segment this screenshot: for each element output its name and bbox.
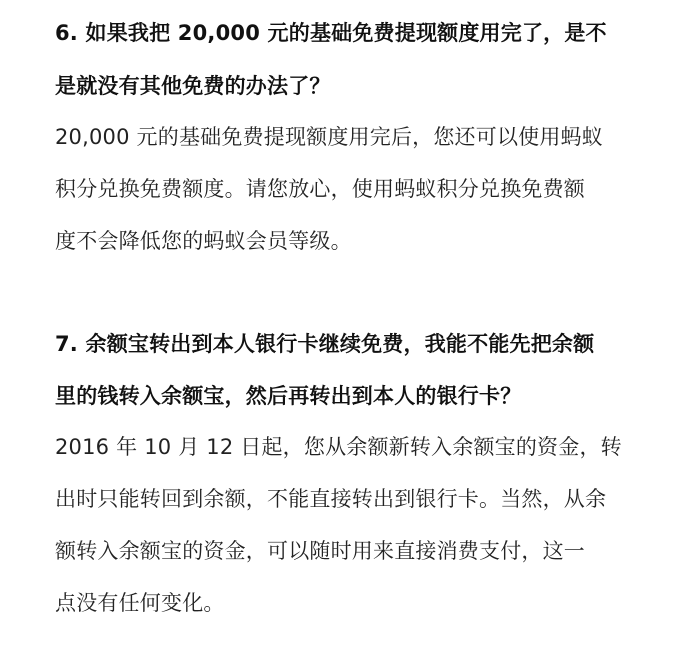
question-line: 6. 如果我把 20,000 元的基础免费提现额度用完了，是不 <box>55 21 607 45</box>
question-line: 里的钱转入余额宝，然后再转出到本人的银行卡？ <box>55 384 522 408</box>
answer-line: 20,000 元的基础免费提现额度用完后，您还可以使用蚂蚁 <box>55 125 603 149</box>
answer-line: 额转入余额宝的资金，可以随时用来直接消费支付，这一 <box>55 539 585 563</box>
answer-line: 出时只能转回到余额，不能直接转出到银行卡。当然，从余 <box>55 487 607 511</box>
answer-line: 积分兑换免费额度。请您放心，使用蚂蚁积分兑换免费额 <box>55 177 585 201</box>
question-line: 是就没有其他免费的办法了？ <box>55 74 331 98</box>
question-line: 7. 余额宝转出到本人银行卡继续免费，我能不能先把余额 <box>55 332 595 356</box>
answer-line: 点没有任何变化。 <box>55 591 225 615</box>
answer-line: 2016 年 10 月 12 日起，您从余额新转入余额宝的资金，转 <box>55 435 622 459</box>
answer-line: 度不会降低您的蚂蚁会员等级。 <box>55 229 352 253</box>
